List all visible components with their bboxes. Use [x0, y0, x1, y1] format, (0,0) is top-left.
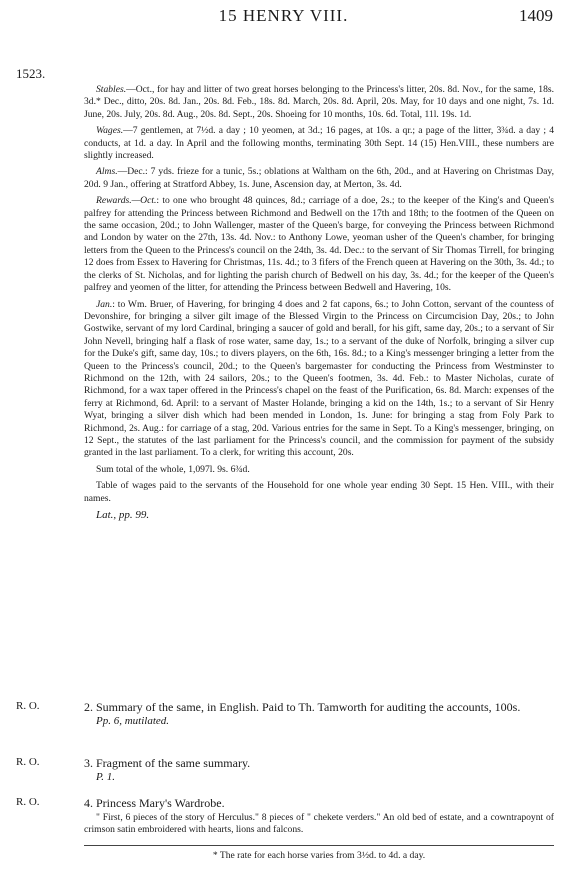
- label-stables: Stables.: [96, 84, 127, 95]
- paragraph-stables: [84, 84, 554, 121]
- text-alms: —Dec.: 7 yds. frieze for a tunic, 5s.; oblations at Waltham on the 6th, 20d., and at Havering on Christmas Day, 20d. 9 Jan., offering at Stratford Abbey, 1s. June, Ascension day, at Merton, 3s. 4d.: [84, 166, 554, 190]
- text-rewards: : to one who brought 48 quinces, 8d.; carriage of a doe, 2s.; to the keeper of the King's and Queen's palfrey for attending the Princess between Richmond and Bedwell on the 17th and 18th; to the footmen of the Queen on the same occasion, 20d.; to John Wallenger, master of the Queen's barge, for conveying the Princess between Richmond and London by water on the 27th, 13s. 4d. Nov.: to Anthony Lowe, yeoman usher of the Queen's chamber, for bringing letters from the Queen to the Princess's council on the 24th, 3s. 4d. Dec.: to the servant of Sir Thomas Tirrell, for bringing 12 does from Essex to Havering for Christmas, 11s. 4d.; to 3 fifers of the French queen at Havering on the 30th, 3s. 4d.; to the clerks of St. Nicholas, and for lighting the parish church of Bedwell on his day, 3s. 4d.; for the keeper of the Queen's palfrey and yeomen of the litter, for attending the Princess between Bedwell and Havering, 10s.: [84, 195, 554, 294]
- main-text: [84, 84, 554, 525]
- paragraph-table-of-wages: Table of wages paid to the servants of the Household for one whole year ending 30 Sept. 15 Hen. VIII., with their names.: [84, 480, 554, 504]
- paragraph-sum-total: Sum total of the whole, 1,097l. 9s. 6¾d.: [96, 463, 250, 475]
- entry-text: " First, 6 pieces of the story of Herculus." 8 pieces of " chekete verders." An old bed of estate, and a cowntrapoynt of crimson satin embroidered with hearts, lions and falcons.: [84, 812, 554, 836]
- footnote: * The rate for each horse varies from 3½d. to 4d. a day.: [212, 850, 426, 861]
- entry-body: [84, 756, 554, 784]
- entry-source: R. O.: [16, 756, 40, 768]
- entry-title: 2. Summary of the same, in English. Paid to Th. Tamworth for auditing the accounts, 100s.: [84, 700, 521, 714]
- entry-source: R. O.: [16, 796, 40, 808]
- label-wages: Wages.: [96, 125, 124, 137]
- entry-body: [84, 700, 554, 728]
- entry-source: R. O.: [16, 700, 40, 712]
- paragraph-alms: [84, 166, 554, 191]
- label-alms: Alms.: [96, 166, 118, 178]
- running-header-title: 15 HENRY VIII.: [218, 6, 349, 25]
- page-number: 1409: [519, 6, 553, 25]
- footnote-divider: [84, 845, 554, 846]
- entry-title: 3. Fragment of the same summary.: [84, 756, 251, 770]
- paragraph-wages: [84, 125, 554, 162]
- text-wages: —7 gentlemen, at 7½d. a day ; 10 yeomen, at 3d.; 16 pages, at 10s. a qr.; a page of the litter, 3¾d. a day ; 4 conducts, at 1d. a day. In April and the following months, terminating 30th Sept. 14 (15) Hen.VIII., these numbers are slightly increased.: [84, 125, 554, 162]
- entry-extent: Pp. 6, mutilated.: [96, 715, 170, 727]
- text-stables: —Oct., for hay and litter of two great horses belonging to the Princess's litter, 20s. 8d. Nov., for the same, 18s. 3d.* Dec., ditto, 20s. 8d. Jan., 20s. 8d. Feb., 18s. 8d. March, 20s. 8d. April, 20s. May, for 10 days and one night, 7s. 1d. June, 20s. July, 20s. 8d. Aug., 20s. 8d. Sept., 20s. Shoeing for 10 months, 10s. 6d. Total, 11l. 19s. 1d.: [84, 84, 554, 120]
- paragraph-rewards: [84, 195, 554, 294]
- label-rewards: Rewards.—Oct.: [96, 195, 157, 207]
- entry-extent: P. 1.: [96, 771, 116, 783]
- entry-body: [84, 796, 554, 837]
- entry-title: 4. Princess Mary's Wardrobe.: [84, 796, 225, 810]
- label-jan: Jan.: [96, 298, 113, 310]
- year-marker: 1523.: [16, 66, 46, 81]
- extent-note: Lat., pp. 99.: [96, 509, 150, 521]
- paragraph-jan: [84, 299, 554, 460]
- text-jan: : to Wm. Bruer, of Havering, for bringing 4 does and 2 fat capons, 6s.; to John Cotton, servant of the countess of Devonshire, for bringing a silver gilt image of the Blessed Virgin to the Princess on Circumcision Day, 20s.; to John Gostwike, servant of my lord Cardinal, bringing a saucer of gold and berall, for his gift, same day, 20s.; to a servant of Sir John Nevell, bringing half a flask of rose water, same day, 1s.; to a servant of the duke of Norfolk, bringing a silver cup for the Duke's gift, same day, 10s.; to divers players, on the 6th, 16s. 8d.; to a King's messenger bringing a letter from the Queen to the Princess's council, 20d.; to the Queen's bargemaster for conducting the Princess from Westminster to Richmond on the 12th, with 24 sailors, 20s.; to the Queen's footmen, 3s. 4d. Feb.: to Master Nicholas, curate of Richmond, for a wax taper offered in the Princess's chapel on the feast of the Purification, 6s. 8d. March: expenses of the ferry at Richmond, 6d. April: to a servant of Master Holande, bringing a kid on the 14th, 1s.; to a servant of Sir Henry Wyat, bringing a silver dish which had been mended in London, 1s. June: for bringing a stag from Foly Park to Richmond, 2s. Aug.: for carriage of a stag, 20d. Various entries for the same in Sept. To a King's messenger, bringing, on 12 Sept., the statutes of the last parliament for the Princess's council, and the commission for payment of the subsidy granted in the last parliament. To a clerk, for writing this account, 20s.: [84, 298, 554, 459]
